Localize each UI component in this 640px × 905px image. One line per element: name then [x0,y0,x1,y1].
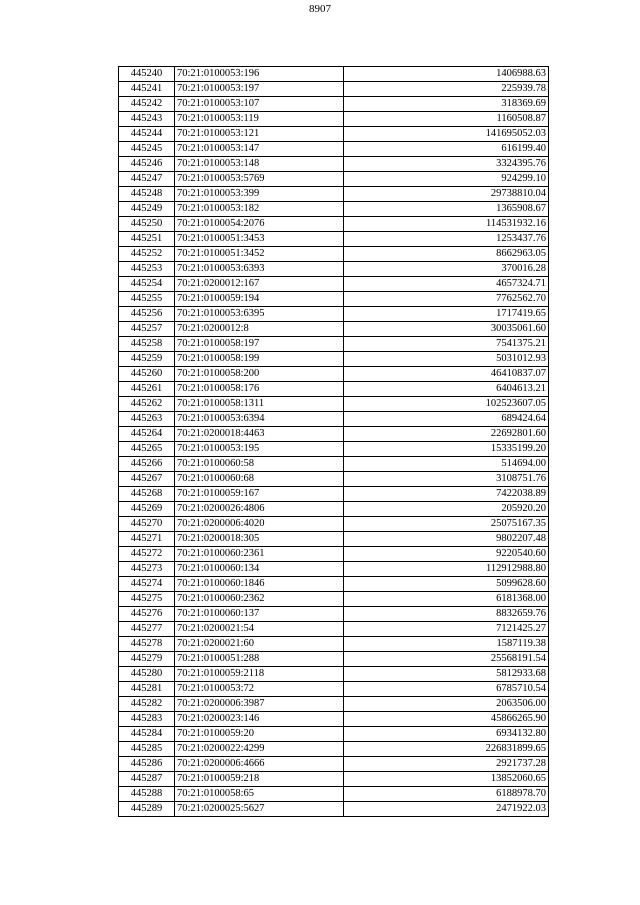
row-number-cell: 445285 [119,742,175,757]
table-row [119,247,549,262]
table-row [119,427,549,442]
row-number-cell: 445279 [119,652,175,667]
cadastral-number-cell: 70:21:0100053:72 [175,682,344,697]
value-cell: 7422038.89 [344,487,549,502]
cadastral-number-cell: 70:21:0100053:182 [175,202,344,217]
value-cell: 7541375.21 [344,337,549,352]
cadastral-number-cell: 70:21:0200018:4463 [175,427,344,442]
page-number: 8907 [309,3,331,15]
value-cell: 5031012.93 [344,352,549,367]
cadastral-number-cell: 70:21:0100059:194 [175,292,344,307]
row-number-cell: 445288 [119,787,175,802]
value-cell: 13852060.65 [344,772,549,787]
table-row [119,82,549,97]
table-row [119,562,549,577]
value-cell: 1365908.67 [344,202,549,217]
row-number-cell: 445266 [119,457,175,472]
value-cell: 3108751.76 [344,472,549,487]
cadastral-number-cell: 70:21:0200023:146 [175,712,344,727]
row-number-cell: 445277 [119,622,175,637]
row-number-cell: 445283 [119,712,175,727]
cadastral-number-cell: 70:21:0100058:176 [175,382,344,397]
row-number-cell: 445280 [119,667,175,682]
value-cell: 46410837.07 [344,367,549,382]
row-number-cell: 445262 [119,397,175,412]
row-number-cell: 445258 [119,337,175,352]
value-cell: 15335199.20 [344,442,549,457]
row-number-cell: 445256 [119,307,175,322]
cadastral-number-cell: 70:21:0200026:4806 [175,502,344,517]
cadastral-number-cell: 70:21:0200012:167 [175,277,344,292]
value-cell: 514694.00 [344,457,549,472]
row-number-cell: 445263 [119,412,175,427]
cadastral-number-cell: 70:21:0100053:399 [175,187,344,202]
table-row [119,97,549,112]
table-row [119,157,549,172]
cadastral-number-cell: 70:21:0100053:121 [175,127,344,142]
cadastral-number-cell: 70:21:0100058:199 [175,352,344,367]
cadastral-number-cell: 70:21:0100053:107 [175,97,344,112]
table-row [119,217,549,232]
value-cell: 25075167.35 [344,517,549,532]
table-row [119,142,549,157]
row-number-cell: 445250 [119,217,175,232]
value-cell: 205920.20 [344,502,549,517]
table-row [119,187,549,202]
row-number-cell: 445253 [119,262,175,277]
table-row [119,337,549,352]
table-row [119,412,549,427]
row-number-cell: 445240 [119,67,175,82]
cadastral-number-cell: 70:21:0200006:3987 [175,697,344,712]
row-number-cell: 445257 [119,322,175,337]
value-cell: 112912988.80 [344,562,549,577]
table-row [119,307,549,322]
cadastral-number-cell: 70:21:0100060:137 [175,607,344,622]
row-number-cell: 445267 [119,472,175,487]
table-row [119,607,549,622]
row-number-cell: 445255 [119,292,175,307]
row-number-cell: 445284 [119,727,175,742]
cadastral-number-cell: 70:21:0100060:58 [175,457,344,472]
row-number-cell: 445260 [119,367,175,382]
cadastral-number-cell: 70:21:0100060:1846 [175,577,344,592]
value-cell: 6181368.00 [344,592,549,607]
cadastral-number-cell: 70:21:0100059:218 [175,772,344,787]
value-cell: 370016.28 [344,262,549,277]
cadastral-number-cell: 70:21:0100059:2118 [175,667,344,682]
cadastral-number-cell: 70:21:0100054:2076 [175,217,344,232]
value-cell: 45866265.90 [344,712,549,727]
table-row [119,592,549,607]
table-row [119,757,549,772]
value-cell: 141695052.03 [344,127,549,142]
value-cell: 1406988.63 [344,67,549,82]
value-cell: 2921737.28 [344,757,549,772]
row-number-cell: 445245 [119,142,175,157]
cadastral-number-cell: 70:21:0100053:6393 [175,262,344,277]
table-row [119,502,549,517]
value-cell: 22692801.60 [344,427,549,442]
value-cell: 4657324.71 [344,277,549,292]
table-row [119,787,549,802]
cadastral-number-cell: 70:21:0100060:134 [175,562,344,577]
row-number-cell: 445246 [119,157,175,172]
cadastral-number-cell: 70:21:0100059:167 [175,487,344,502]
value-cell: 6785710.54 [344,682,549,697]
table-body [119,67,549,817]
value-cell: 25568191.54 [344,652,549,667]
cadastral-number-cell: 70:21:0100058:1311 [175,397,344,412]
table-row [119,397,549,412]
row-number-cell: 445261 [119,382,175,397]
value-cell: 5812933.68 [344,667,549,682]
cadastral-number-cell: 70:21:0100053:6394 [175,412,344,427]
cadastral-number-cell: 70:21:0100053:6395 [175,307,344,322]
table-row [119,367,549,382]
cadastral-number-cell: 70:21:0100053:147 [175,142,344,157]
cadastral-number-cell: 70:21:0100060:68 [175,472,344,487]
cadastral-number-cell: 70:21:0100053:119 [175,112,344,127]
table-row [119,547,549,562]
cadastral-number-cell: 70:21:0200018:305 [175,532,344,547]
table-row [119,517,549,532]
value-cell: 6404613.21 [344,382,549,397]
row-number-cell: 445265 [119,442,175,457]
value-cell: 1587119.38 [344,637,549,652]
row-number-cell: 445269 [119,502,175,517]
value-cell: 7762562.70 [344,292,549,307]
table-row [119,637,549,652]
table-row [119,127,549,142]
row-number-cell: 445259 [119,352,175,367]
row-number-cell: 445270 [119,517,175,532]
value-cell: 1717419.65 [344,307,549,322]
table-row [119,232,549,247]
row-number-cell: 445254 [119,277,175,292]
row-number-cell: 445248 [119,187,175,202]
cadastral-number-cell: 70:21:0200025:5627 [175,802,344,817]
table-row [119,442,549,457]
value-cell: 7121425.27 [344,622,549,637]
table-row [119,577,549,592]
value-cell: 3324395.76 [344,157,549,172]
value-cell: 29738810.04 [344,187,549,202]
table-row [119,622,549,637]
row-number-cell: 445247 [119,172,175,187]
value-cell: 30035061.60 [344,322,549,337]
cadastral-number-cell: 70:21:0100058:200 [175,367,344,382]
table-row [119,802,549,817]
table-row [119,322,549,337]
table-row [119,352,549,367]
value-cell: 9220540.60 [344,547,549,562]
row-number-cell: 445272 [119,547,175,562]
row-number-cell: 445275 [119,592,175,607]
value-cell: 8662963.05 [344,247,549,262]
value-cell: 6934132.80 [344,727,549,742]
table-row [119,202,549,217]
table-row [119,277,549,292]
table-row [119,727,549,742]
row-number-cell: 445242 [119,97,175,112]
row-number-cell: 445249 [119,202,175,217]
value-cell: 318369.69 [344,97,549,112]
table-row [119,472,549,487]
row-number-cell: 445244 [119,127,175,142]
cadastral-number-cell: 70:21:0100058:197 [175,337,344,352]
value-cell: 225939.78 [344,82,549,97]
table-row [119,112,549,127]
table-row [119,667,549,682]
value-cell: 8832659.76 [344,607,549,622]
table-row [119,652,549,667]
row-number-cell: 445274 [119,577,175,592]
table-row [119,172,549,187]
table-row [119,292,549,307]
table-row [119,487,549,502]
value-cell: 1160508.87 [344,112,549,127]
cadastral-value-table [118,66,549,817]
cadastral-number-cell: 70:21:0100053:196 [175,67,344,82]
row-number-cell: 445252 [119,247,175,262]
value-cell: 616199.40 [344,142,549,157]
row-number-cell: 445271 [119,532,175,547]
cadastral-number-cell: 70:21:0100051:3452 [175,247,344,262]
cadastral-number-cell: 70:21:0200006:4666 [175,757,344,772]
value-cell: 2471922.03 [344,802,549,817]
cadastral-number-cell: 70:21:0100053:197 [175,82,344,97]
table-row [119,382,549,397]
cadastral-number-cell: 70:21:0100060:2362 [175,592,344,607]
cadastral-number-cell: 70:21:0100051:288 [175,652,344,667]
value-cell: 9802207.48 [344,532,549,547]
table-row [119,67,549,82]
row-number-cell: 445264 [119,427,175,442]
cadastral-number-cell: 70:21:0100060:2361 [175,547,344,562]
value-cell: 924299.10 [344,172,549,187]
value-cell: 1253437.76 [344,232,549,247]
table-row [119,532,549,547]
table-row [119,262,549,277]
value-cell: 6188978.70 [344,787,549,802]
row-number-cell: 445243 [119,112,175,127]
table-row [119,682,549,697]
value-cell: 689424.64 [344,412,549,427]
row-number-cell: 445241 [119,82,175,97]
cadastral-number-cell: 70:21:0200006:4020 [175,517,344,532]
cadastral-number-cell: 70:21:0100051:3453 [175,232,344,247]
value-cell: 226831899.65 [344,742,549,757]
table-row [119,697,549,712]
row-number-cell: 445251 [119,232,175,247]
value-cell: 102523607.05 [344,397,549,412]
table-row [119,457,549,472]
value-cell: 114531932.16 [344,217,549,232]
row-number-cell: 445276 [119,607,175,622]
row-number-cell: 445268 [119,487,175,502]
table-row [119,712,549,727]
row-number-cell: 445286 [119,757,175,772]
row-number-cell: 445273 [119,562,175,577]
cadastral-number-cell: 70:21:0100059:20 [175,727,344,742]
row-number-cell: 445282 [119,697,175,712]
cadastral-number-cell: 70:21:0100058:65 [175,787,344,802]
row-number-cell: 445289 [119,802,175,817]
cadastral-number-cell: 70:21:0100053:195 [175,442,344,457]
cadastral-number-cell: 70:21:0200021:54 [175,622,344,637]
cadastral-number-cell: 70:21:0100053:148 [175,157,344,172]
cadastral-number-cell: 70:21:0200021:60 [175,637,344,652]
cadastral-number-cell: 70:21:0200022:4299 [175,742,344,757]
cadastral-number-cell: 70:21:0100053:5769 [175,172,344,187]
table-row [119,742,549,757]
value-cell: 5099628.60 [344,577,549,592]
cadastral-number-cell: 70:21:0200012:8 [175,322,344,337]
row-number-cell: 445278 [119,637,175,652]
row-number-cell: 445287 [119,772,175,787]
value-cell: 2063506.00 [344,697,549,712]
table-row [119,772,549,787]
row-number-cell: 445281 [119,682,175,697]
